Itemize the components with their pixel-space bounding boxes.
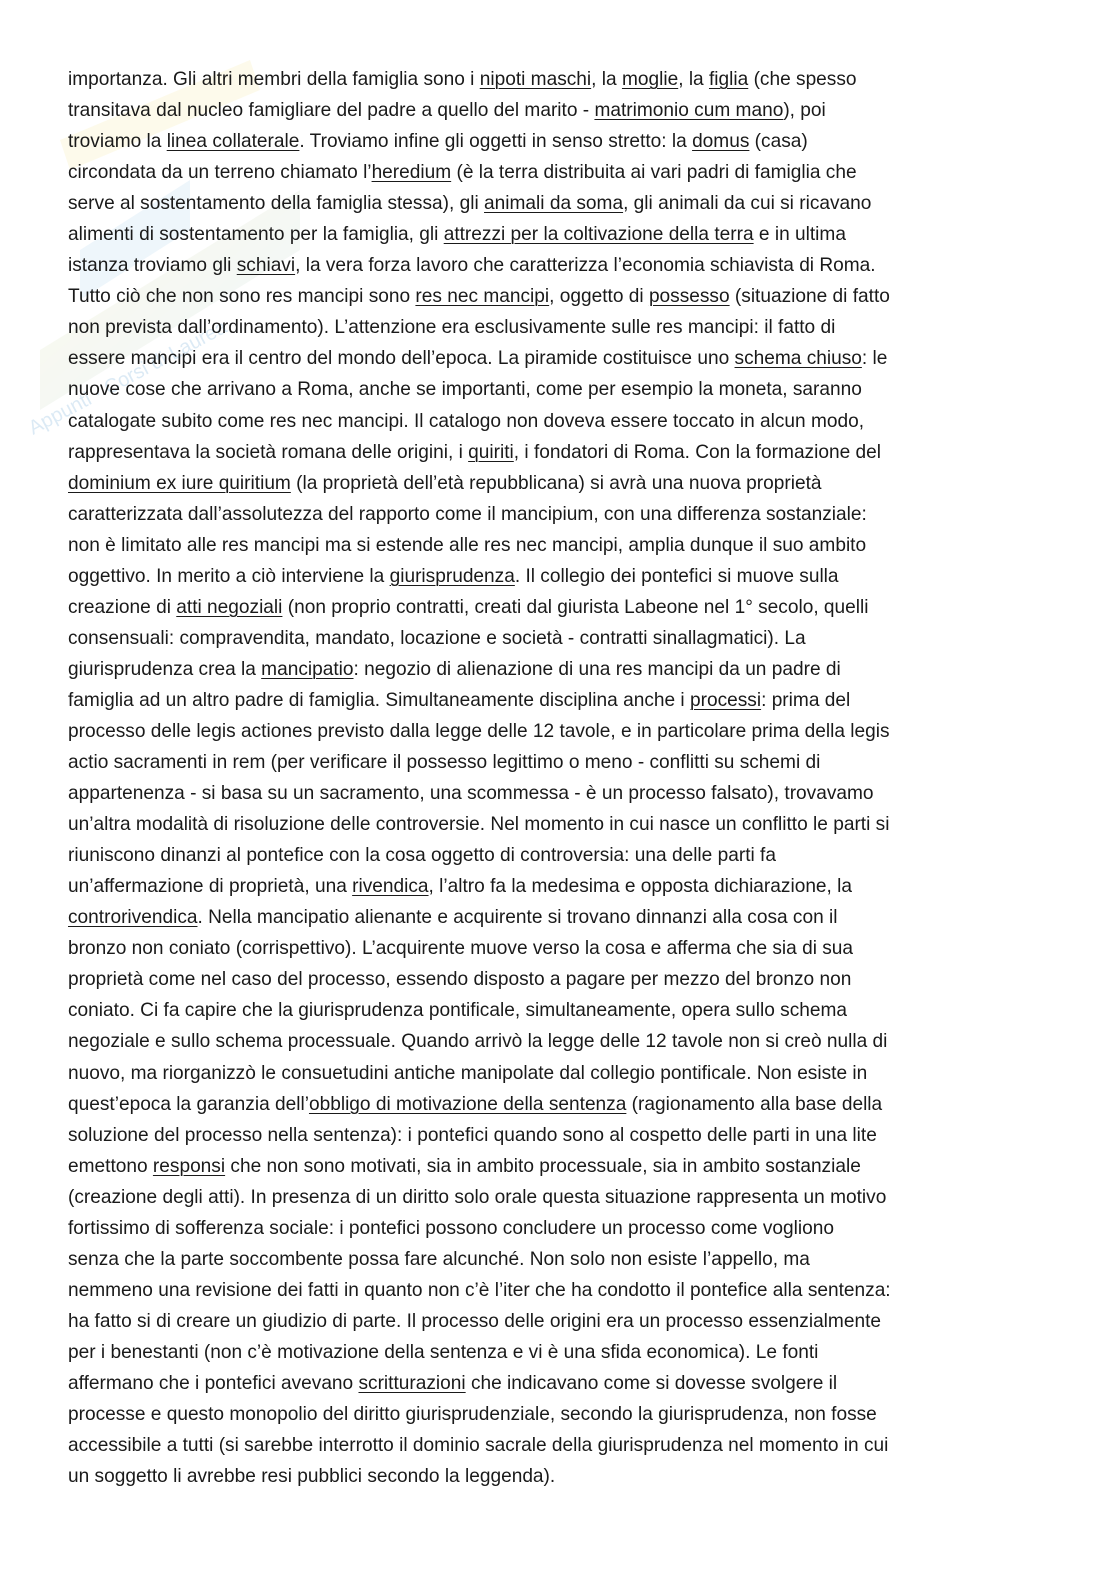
text-line <box>68 281 1048 312</box>
text-line <box>68 1368 1048 1399</box>
text-segment: affermano che i pontefici avevano <box>68 1372 359 1394</box>
text-segment: che indicavano come si dovesse svolgere il <box>465 1372 838 1394</box>
text-segment: giurisprudenza crea la <box>68 658 262 680</box>
underlined-term: mancipatio <box>261 658 354 680</box>
text-segment: . Nella mancipatio alienante e acquirente si trovano dinnanzi alla cosa con il <box>197 907 838 929</box>
text-line <box>68 933 1048 964</box>
document-text <box>68 64 1048 1492</box>
text-line <box>68 995 1048 1026</box>
text-line <box>68 530 1048 561</box>
text-line <box>68 188 1048 219</box>
text-segment: , l’altro fa la medesima e opposta dichiarazione, la <box>428 876 853 898</box>
text-segment: consensuali: compravendita, mandato, locazione e società - contratti sinallagmatici). La <box>68 627 806 649</box>
text-line <box>68 623 1048 654</box>
text-line <box>68 1058 1048 1089</box>
text-line <box>68 157 1048 188</box>
text-segment: , la <box>678 69 709 90</box>
text-segment: senza che la parte soccombente possa fare alcunché. Non solo non esiste l’appello, ma <box>68 1248 810 1270</box>
underlined-term: nipoti maschi <box>479 69 592 90</box>
text-line <box>68 1399 1048 1430</box>
text-line <box>68 1337 1048 1368</box>
text-segment: , oggetto di <box>549 286 649 308</box>
text-segment: bronzo non coniato (corrispettivo). L’acquirente muove verso la cosa e afferma che sia di sua <box>68 938 854 960</box>
text-segment: , la vera forza lavoro che caratterizza l’economia schiavista di Roma. <box>295 255 876 277</box>
text-segment: accessibile a tutti (si sarebbe interrotto il dominio sacrale della giurisprudenza nel momento in cui <box>68 1435 889 1457</box>
text-segment: , i fondatori di Roma. Con la formazione del <box>513 441 881 463</box>
text-segment: essere mancipi era il centro del mondo dell’epoca. La piramide costituisce uno <box>68 348 735 370</box>
text-line <box>68 902 1048 933</box>
text-segment: soluzione del processo nella sentenza): i pontefici quando sono al cospetto delle parti in una lite <box>68 1124 877 1146</box>
text-line <box>68 871 1048 902</box>
text-segment: processe e questo monopolio del diritto giurisprudenziale, secondo la giurisprudenza, non fosse <box>68 1404 877 1426</box>
text-segment: negoziale e sullo schema processuale. Quando arrivò la legge delle 12 tavole non si creò nulla di <box>68 1031 888 1053</box>
text-segment: oggettivo. In merito a ciò interviene la <box>68 565 390 587</box>
text-line <box>68 126 1048 157</box>
underlined-term: possesso <box>648 286 730 308</box>
text-line <box>68 1244 1048 1275</box>
text-segment: creazione di <box>68 596 177 618</box>
text-segment: . Troviamo infine gli oggetti in senso stretto: la <box>299 131 693 153</box>
underlined-term: moglie <box>621 69 679 90</box>
underlined-term: attrezzi per la coltivazione della terra <box>443 224 754 246</box>
watermark-text: Appunti · Corsi di Laurea <box>25 316 231 440</box>
text-segment: non prevista dall’ordinamento). L’attenzione era esclusivamente sulle res mancipi: il fatto di <box>68 317 836 339</box>
text-segment: proprietà come nel caso del processo, essendo disposto a pagare per mezzo del bronzo non <box>68 969 852 991</box>
text-segment: istanza troviamo gli <box>68 255 237 277</box>
text-line <box>68 964 1048 995</box>
text-segment: circondata da un terreno chiamato l’ <box>68 162 372 184</box>
underlined-term: domus <box>692 131 750 153</box>
underlined-term: res nec mancipi <box>415 286 550 308</box>
underlined-term: responsi <box>152 1155 226 1177</box>
text-line <box>68 1461 1048 1492</box>
text-segment: . Il collegio dei pontefici si muove sulla <box>514 565 839 587</box>
text-segment: nuovo, ma riorganizzò le consuetudini antiche manipolate dal collegio pontificale. Non esiste in <box>68 1062 868 1084</box>
text-segment: (ragionamento alla base della <box>626 1093 883 1115</box>
text-line <box>68 1182 1048 1213</box>
text-line <box>68 219 1048 250</box>
text-line <box>68 343 1048 374</box>
text-segment: che non sono motivati, sia in ambito processuale, sia in ambito sostanziale <box>225 1155 861 1177</box>
text-segment: troviamo la <box>68 131 167 153</box>
underlined-term: figlia <box>708 69 749 90</box>
text-segment: : le <box>861 348 888 370</box>
text-segment: alimenti di sostentamento per la famiglia, gli <box>68 224 444 246</box>
text-segment: nuove cose che arrivano a Roma, anche se importanti, come per esempio la moneta, saranno <box>68 379 862 401</box>
text-line <box>68 592 1048 623</box>
text-line <box>68 64 1048 95</box>
underlined-term: obbligo di motivazione della sentenza <box>308 1093 627 1115</box>
text-segment: emettono <box>68 1155 153 1177</box>
underlined-term: schiavi <box>236 255 296 277</box>
text-line <box>68 561 1048 592</box>
underlined-term: controrivendica <box>68 907 198 929</box>
text-segment: nemmeno una revisione dei fatti in quanto non c’è l’iter che ha condotto il pontefice alla sentenza: <box>68 1279 891 1301</box>
underlined-term: animali da soma <box>484 193 624 215</box>
text-segment: : prima del <box>761 689 851 711</box>
text-line <box>68 1026 1048 1057</box>
text-segment: Tutto ciò che non sono res mancipi sono <box>68 286 416 308</box>
underlined-term: atti negoziali <box>176 596 283 618</box>
text-segment: (che spesso <box>748 69 857 90</box>
text-line <box>68 1430 1048 1461</box>
text-segment: quest’epoca la garanzia dell’ <box>68 1093 309 1115</box>
text-segment: appartenenza - si basa su un sacramento, una scommessa - è un processo falsato), trovavamo <box>68 783 874 805</box>
text-line <box>68 437 1048 468</box>
text-segment: serve al sostentamento della famiglia stessa), gli <box>68 193 485 215</box>
text-segment: fortissimo di sofferenza sociale: i pontefici possono concludere un processo come vogliono <box>68 1217 834 1239</box>
underlined-term: scritturazioni <box>358 1372 466 1394</box>
text-segment: (la proprietà dell’età repubblicana) si avrà una nuova proprietà <box>290 472 822 494</box>
text-segment: ha fatto si di creare un giudizio di parte. Il processo delle origini era un processo essenzialmente <box>68 1310 881 1332</box>
text-line <box>68 1275 1048 1306</box>
text-line <box>68 1306 1048 1337</box>
text-line <box>68 1151 1048 1182</box>
text-line <box>68 1213 1048 1244</box>
text-segment: rappresentava la società romana delle origini, i <box>68 441 469 463</box>
underlined-term: quiriti <box>468 441 514 463</box>
text-line <box>68 95 1048 126</box>
text-segment: catalogate subito come res nec mancipi. Il catalogo non doveva essere toccato in alcun modo, <box>68 410 865 432</box>
underlined-term: matrimonio cum mano <box>594 100 784 122</box>
text-segment: transitava dal nucleo famigliare del padre a quello del marito - <box>68 100 595 122</box>
text-line <box>68 654 1048 685</box>
text-line <box>68 499 1048 530</box>
text-line <box>68 468 1048 499</box>
text-line <box>68 716 1048 747</box>
text-segment: famiglia ad un altro padre di famiglia. Simultaneamente disciplina anche i <box>68 689 690 711</box>
text-segment: un’affermazione di proprietà, una <box>68 876 353 898</box>
text-line <box>68 1120 1048 1151</box>
text-line <box>68 374 1048 405</box>
text-segment: : negozio di alienazione di una res mancipi da un padre di <box>353 658 841 680</box>
text-segment: e in ultima <box>753 224 846 246</box>
text-segment: , gli animali da cui si ricavano <box>623 193 872 215</box>
text-segment: riuniscono dinanzi al pontefice con la cosa oggetto di controversia: una delle parti fa <box>68 845 776 867</box>
text-line <box>68 406 1048 437</box>
text-segment: ), poi <box>783 100 826 122</box>
text-segment: (creazione degli atti). In presenza di un diritto solo orale questa situazione rappresenta un motivo <box>68 1186 887 1208</box>
text-segment: per i benestanti (non c’è motivazione della sentenza e vi è una sfida economica). Le fonti <box>68 1341 819 1363</box>
text-segment: (è la terra distribuita ai vari padri di famiglia che <box>451 162 857 184</box>
text-line <box>68 1089 1048 1120</box>
text-segment: processo delle legis actiones previsto dalla legge delle 12 tavole, e in particolare prima della legis <box>68 720 890 742</box>
text-line <box>68 778 1048 809</box>
underlined-term: linea collaterale <box>166 131 300 153</box>
text-line <box>68 250 1048 281</box>
text-segment: importanza. Gli altri membri della famiglia sono i <box>68 69 480 90</box>
text-line <box>68 747 1048 778</box>
text-segment: actio sacramenti in rem (per verificare il possesso legittimo o meno - conflitti su schemi di <box>68 752 821 774</box>
text-line <box>68 809 1048 840</box>
text-line <box>68 312 1048 343</box>
text-segment: (situazione di fatto <box>729 286 890 308</box>
underlined-term: heredium <box>371 162 452 184</box>
text-segment: (non proprio contratti, creati dal giurista Labeone nel 1° secolo, quelli <box>282 596 869 618</box>
text-segment: , la <box>591 69 622 90</box>
text-line <box>68 685 1048 716</box>
text-segment: caratterizzata dall’assolutezza del rapporto come il mancipium, con una differenza sostanziale: <box>68 503 867 525</box>
underlined-term: schema chiuso <box>734 348 862 370</box>
text-segment: un’altra modalità di risoluzione delle controversie. Nel momento in cui nasce un conflitto le parti si <box>68 814 890 836</box>
text-segment: un soggetto li avrebbe resi pubblici secondo la leggenda). <box>68 1466 556 1488</box>
text-segment: non è limitato alle res mancipi ma si estende alle res nec mancipi, amplia dunque il suo ambito <box>68 534 867 556</box>
underlined-term: giurisprudenza <box>389 565 515 587</box>
text-segment: coniato. Ci fa capire che la giurisprudenza pontificale, simultaneamente, opera sullo schema <box>68 1000 848 1022</box>
underlined-term: rivendica <box>352 876 429 898</box>
text-line <box>68 840 1048 871</box>
underlined-term: dominium ex iure quiritium <box>68 472 291 494</box>
text-segment: (casa) <box>749 131 808 153</box>
underlined-term: processi <box>689 689 762 711</box>
